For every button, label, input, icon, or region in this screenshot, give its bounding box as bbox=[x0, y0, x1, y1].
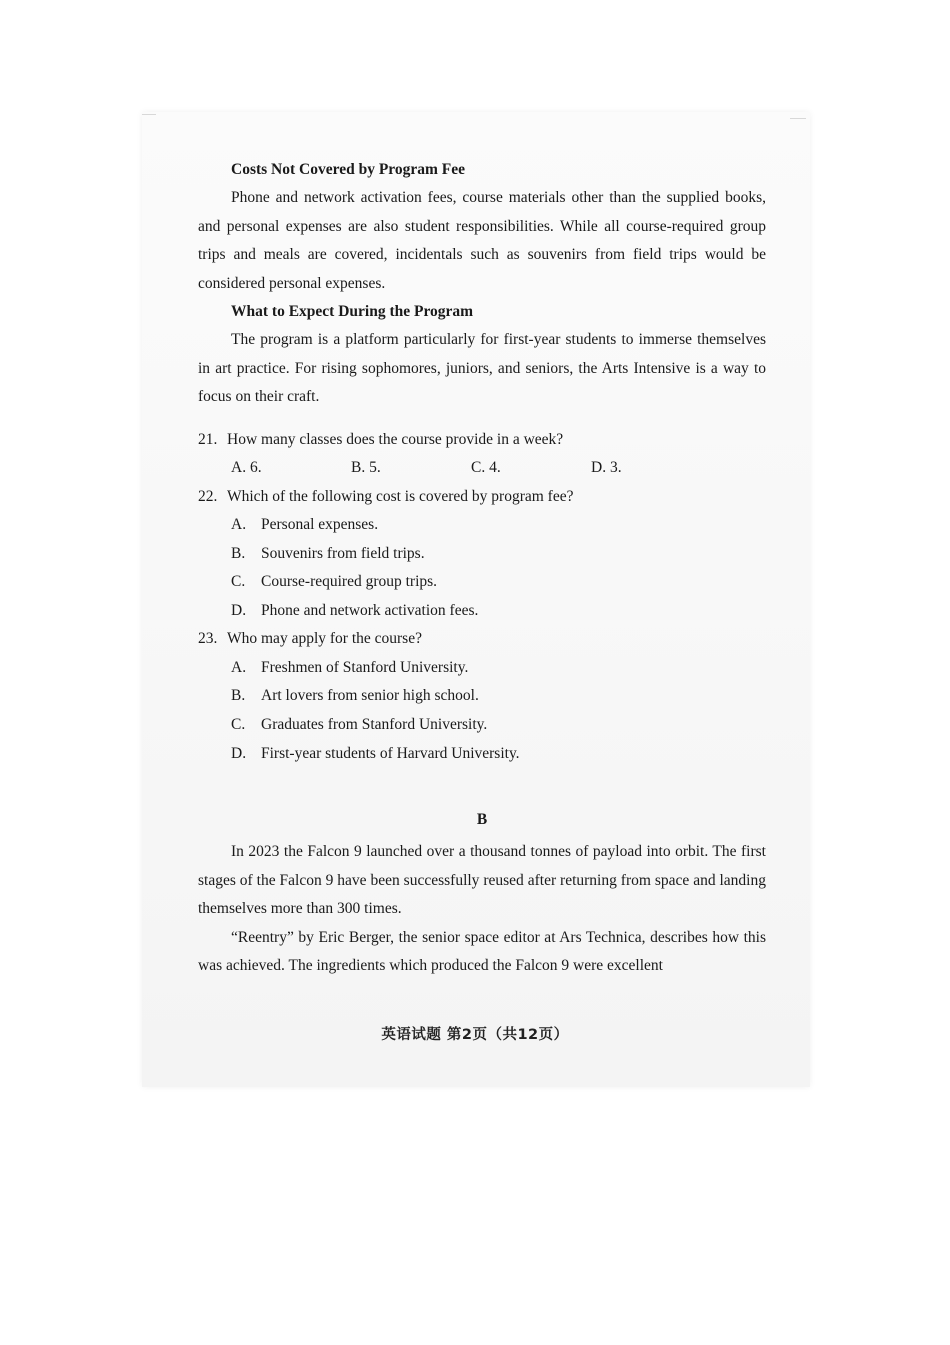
option-text: Course-required group trips. bbox=[261, 573, 438, 591]
question-stem bbox=[198, 426, 766, 455]
option-letter: A. bbox=[231, 658, 247, 676]
question-text: Who may apply for the course? bbox=[227, 630, 422, 648]
option-letter: C. bbox=[231, 573, 246, 591]
answer-option-a bbox=[198, 654, 766, 683]
answer-option-d bbox=[198, 740, 766, 769]
paragraph-passage-b-1: In 2023 the Falcon 9 launched over a thousand tonnes of payload into orbit. The first stages of the Falcon 9 have been successfully reused after returning from space and landing themselves more than 300 times. bbox=[198, 843, 766, 918]
option-letter: B. bbox=[231, 687, 246, 705]
answer-option-c bbox=[198, 711, 766, 740]
answer-option-a bbox=[198, 511, 766, 540]
paragraph-costs: Phone and network activation fees, course materials other than the supplied books, and personal expenses are also student responsibilities. While all course-required group trips and meals are covered, incidentals such as souvenirs from field trips would be considered personal expenses. bbox=[198, 189, 766, 292]
page-content bbox=[198, 156, 766, 981]
question-text: Which of the following cost is covered by program fee? bbox=[227, 487, 574, 505]
question-23 bbox=[198, 625, 766, 768]
answer-option-b bbox=[198, 540, 766, 569]
scan-edge-mark bbox=[142, 114, 156, 115]
answer-option-d bbox=[198, 597, 766, 626]
answer-option-d: D. 3. bbox=[591, 459, 622, 476]
page-footer: 英语试题 第2页（共12页） bbox=[381, 1027, 569, 1043]
paragraph-passage-b-2: “Reentry” by Eric Berger, the senior space editor at Ars Technica, describes how this was achieved. The ingredients which produced the Falcon 9 were excellent bbox=[198, 928, 766, 975]
answer-option-b bbox=[198, 682, 766, 711]
option-text: Graduates from Stanford University. bbox=[261, 716, 488, 734]
answer-option-c bbox=[198, 568, 766, 597]
answer-options bbox=[198, 454, 766, 483]
answer-option-b: B. 5. bbox=[351, 459, 381, 476]
answer-option-c: C. 4. bbox=[471, 459, 501, 476]
question-stem bbox=[198, 625, 766, 654]
scan-edge-mark bbox=[790, 118, 806, 119]
question-21 bbox=[198, 426, 766, 483]
option-letter: C. bbox=[231, 716, 246, 734]
option-text: First-year students of Harvard University. bbox=[261, 744, 520, 762]
section-heading-expect: What to Expect During the Program bbox=[231, 303, 474, 320]
option-letter: A. bbox=[231, 516, 247, 533]
option-text: Freshmen of Stanford University. bbox=[261, 658, 469, 676]
question-22 bbox=[198, 483, 766, 626]
question-number: 21. bbox=[198, 430, 218, 448]
option-text: Personal expenses. bbox=[261, 516, 379, 533]
question-stem bbox=[198, 483, 766, 512]
answer-option-a: A. 6. bbox=[231, 459, 262, 476]
paragraph-expect: The program is a platform particularly for first-year students to immerse themselves in art practice. For rising sophomores, juniors, and seniors, the Arts Intensive is a way to focus on their craft. bbox=[198, 331, 766, 405]
question-number: 23. bbox=[198, 630, 218, 648]
option-text: Souvenirs from field trips. bbox=[261, 544, 425, 562]
option-letter: D. bbox=[231, 601, 247, 619]
section-heading-costs: Costs Not Covered by Program Fee bbox=[231, 161, 466, 178]
question-text: How many classes does the course provide in a week? bbox=[227, 430, 564, 448]
option-text: Phone and network activation fees. bbox=[261, 601, 479, 619]
question-number: 22. bbox=[198, 487, 218, 505]
option-letter: B. bbox=[231, 544, 246, 562]
passage-label: B bbox=[476, 811, 488, 829]
option-text: Art lovers from senior high school. bbox=[261, 687, 479, 705]
option-letter: D. bbox=[231, 744, 247, 762]
